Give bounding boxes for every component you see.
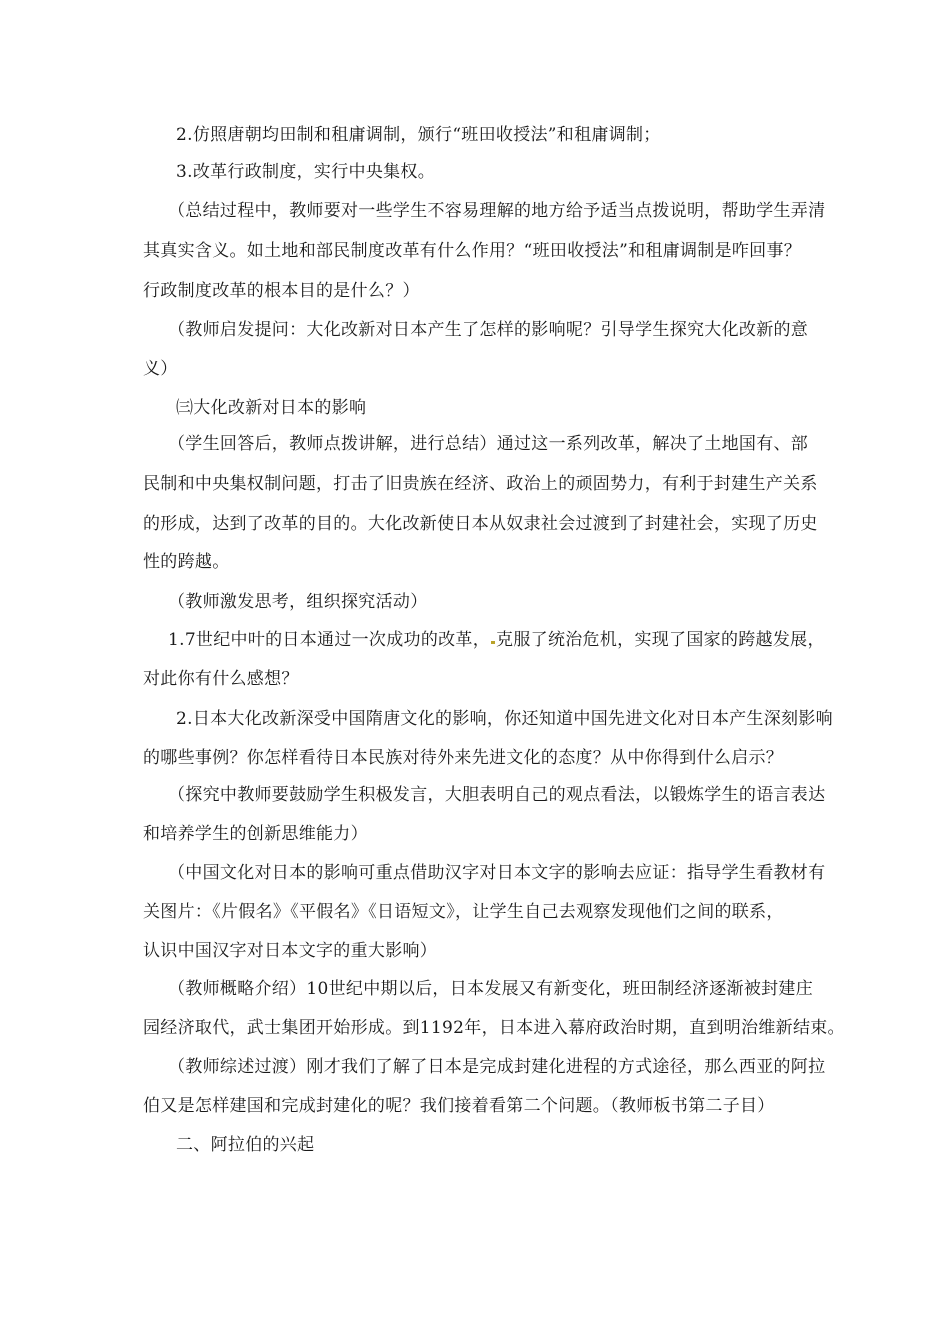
text-line-17: 的哪些事例？你怎样看待日本民族对待外来先进文化的态度？从中你得到什么启示？ (143, 748, 784, 768)
text-line-6: （教师启发提问：大化改新对日本产生了怎样的影响呢？引导学生探究大化改新的意 (168, 320, 809, 340)
text-line-2: 3.改革行政制度，实行中央集权。 (176, 162, 436, 182)
text-line-15: 对此你有什么感想？ (143, 669, 299, 689)
text-line-19: 和培养学生的创新思维能力） (143, 824, 368, 844)
text-line-26: 伯又是怎样建国和完成封建化的呢？我们接着看第二个问题。（教师板书第二子目） (143, 1096, 775, 1116)
text-segment-14a: 1.7世纪中叶的日本通过一次成功的改革， (168, 630, 491, 650)
text-line-10: 民制和中央集权制问题，打击了旧贵族在经济、政治上的顽固势力，有利于封建生产关系 (143, 474, 818, 494)
text-line-5: 行政制度改革的根本目的是什么？） (143, 281, 420, 301)
text-line-14 (168, 628, 825, 652)
text-line-16: 2.日本大化改新深受中国隋唐文化的影响，你还知道中国先进文化对日本产生深刻影响 (176, 709, 833, 729)
text-line-20: （中国文化对日本的影响可重点借助汉字对日本文字的影响去应证：指导学生看教材有 (168, 863, 826, 883)
text-line-3: （总结过程中，教师要对一些学生不容易理解的地方给予适当点拨说明，帮助学生弄清 (168, 201, 826, 221)
section-heading-2: 二、阿拉伯的兴起 (176, 1135, 315, 1155)
text-line-22: 认识中国汉字对日本文字的重大影响） (143, 941, 438, 961)
section-heading-3: ㈢大化改新对日本的影响 (176, 398, 367, 418)
text-line-12: 性的跨越。 (143, 552, 230, 572)
text-line-13: （教师激发思考，组织探究活动） (168, 592, 428, 612)
text-segment-14b: 克服了统治危机，实现了国家的跨越发展， (496, 630, 825, 650)
text-line-9: （学生回答后，教师点拨讲解，进行总结）通过这一系列改革，解决了土地国有、部 (168, 434, 809, 454)
annotation-mark (491, 641, 495, 644)
text-line-7: 义） (143, 359, 178, 379)
text-line-21: 关图片：《片假名》《平假名》《日语短文》，让学生自己去观察发现他们之间的联系， (143, 902, 784, 922)
text-line-1: 2.仿照唐朝均田制和租庸调制，颁行“班田收授法”和租庸调制； (176, 125, 661, 145)
text-line-25: （教师综述过渡）刚才我们了解了日本是完成封建化进程的方式途径，那么西亚的阿拉 (168, 1057, 826, 1077)
text-line-18: （探究中教师要鼓励学生积极发言，大胆表明自己的观点看法，以锻炼学生的语言表达 (168, 785, 826, 805)
text-line-11: 的形成，达到了改革的目的。大化改新使日本从奴隶社会过渡到了封建社会，实现了历史 (143, 514, 818, 534)
text-line-4: 其真实含义。如土地和部民制度改革有什么作用？“班田收授法”和租庸调制是咋回事？ (143, 241, 802, 261)
text-line-24: 园经济取代，武士集团开始形成。到1192年，日本进入幕府政治时期，直到明治维新结束。 (143, 1018, 845, 1038)
text-line-23: （教师概略介绍）10世纪中期以后，日本发展又有新变化，班田制经济逐渐被封建庄 (168, 979, 814, 999)
